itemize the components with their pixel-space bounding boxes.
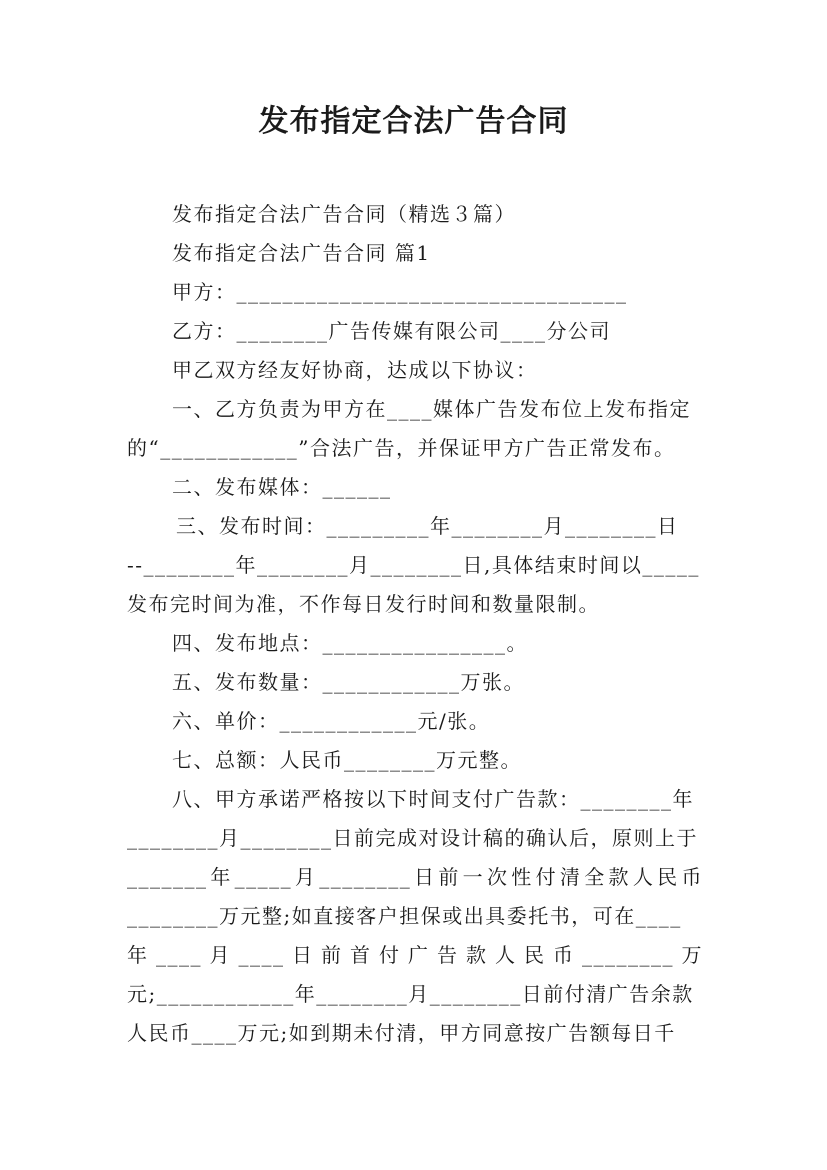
clause-8-line-2: ________月________日前完成对设计稿的确认后，原则上于 [127, 826, 698, 850]
clause-7: 七、总额：人民币________万元整。 [172, 748, 522, 772]
clause-8-line-6: 元;____________年________月________日前付清广告余款 [127, 982, 694, 1006]
party-a-line: 甲方：__________________________________ [172, 280, 628, 304]
clause-3-line-3: 发布完时间为准，不作每日发行时间和数量限制。 [127, 592, 600, 616]
clause-3-line-2: --________年________月________日,具体结束时间以_____ [127, 553, 700, 577]
subtitle-line: 发布指定合法广告合同（精选３篇） [172, 202, 516, 226]
clause-3-line-1: 三、发布时间：_________年________月________日 [176, 514, 679, 538]
clause-1-line-2: 的“____________”合法广告，并保证甲方广告正常发布。 [127, 436, 676, 460]
clause-8-line-3: _______年_____月________日前一次性付清全款人民币 [127, 865, 703, 889]
document-title: 发布指定合法广告合同 [258, 104, 569, 139]
party-b-line: 乙方：________广告传媒有限公司____分公司 [172, 319, 611, 343]
section-heading: 发布指定合法广告合同 篇1 [172, 241, 431, 265]
clause-5: 五、发布数量：____________万张。 [172, 670, 525, 694]
clause-8-line-1: 八、甲方承诺严格按以下时间支付广告款：________年 [172, 787, 694, 811]
clause-4: 四、发布地点：________________。 [172, 631, 528, 655]
clause-6: 六、单价：____________元/张。 [172, 709, 491, 733]
agreement-intro: 甲乙双方经友好协商，达成以下协议： [172, 358, 538, 382]
clause-1-line-1: 一、乙方负责为甲方在____媒体广告发布位上发布指定 [172, 397, 691, 421]
clause-8-line-7: 人民币____万元;如到期未付清，甲方同意按广告额每日千 [127, 1021, 676, 1045]
clause-2: 二、发布媒体：______ [172, 475, 392, 499]
clause-8-line-4: ________万元整;如直接客户担保或出具委托书，可在____ [127, 904, 682, 928]
clause-8-line-5: 年____月____日前首付广告款人民币________万 [127, 943, 703, 967]
